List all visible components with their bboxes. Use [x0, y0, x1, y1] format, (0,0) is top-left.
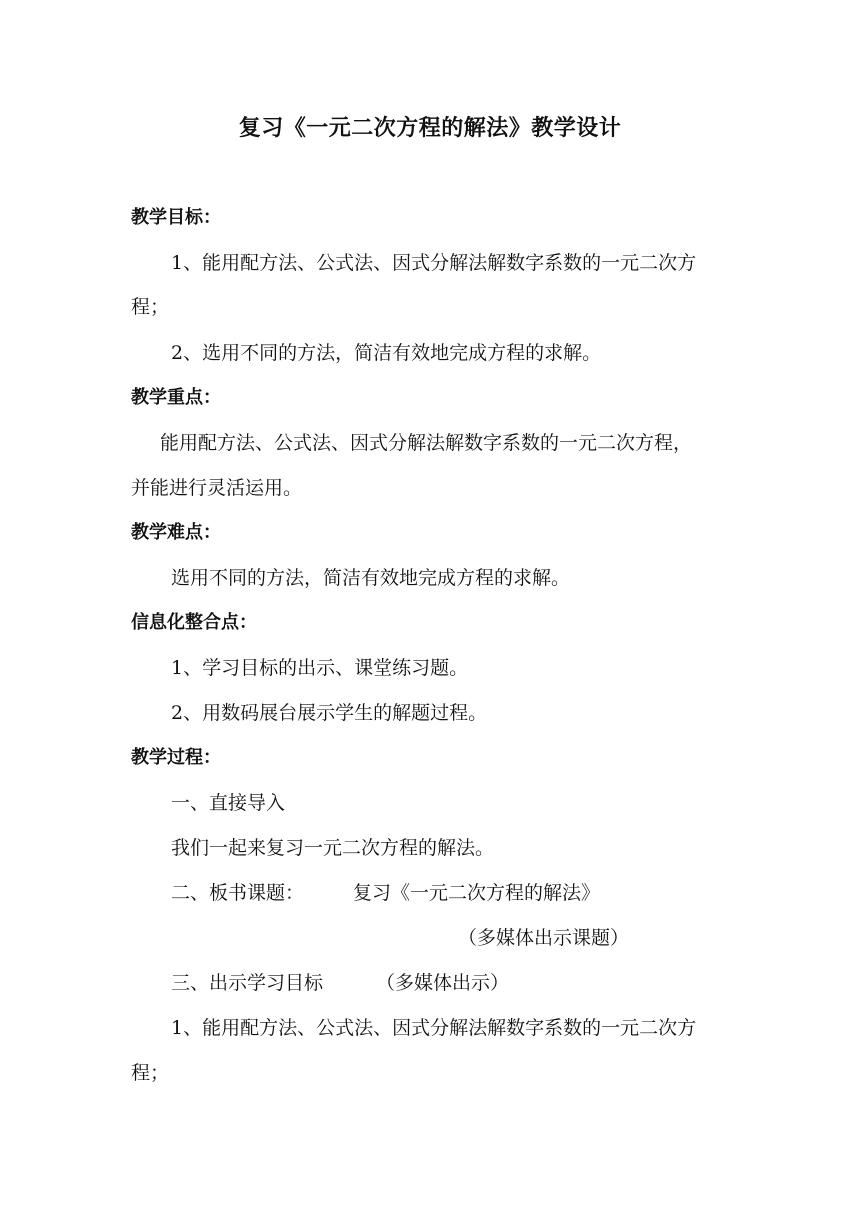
process-step-2-topic: 复习《一元二次方程的解法》	[353, 882, 601, 904]
process-step-3-note: （多媒体出示）	[376, 972, 510, 994]
key-points-line-1: 能用配方法、公式法、因式分解法解数字系数的一元二次方程，	[160, 432, 693, 454]
process-step-1-text: 我们一起来复习一元二次方程的解法。	[171, 837, 495, 859]
process-goal-1-line-1: 1、能用配方法、公式法、因式分解法解数字系数的一元二次方	[171, 1017, 697, 1039]
objective-item-2: 2、选用不同的方法，简洁有效地完成方程的求解。	[171, 342, 602, 364]
it-integration-heading: 信息化整合点：	[131, 612, 257, 633]
process-step-1-title: 一、直接导入	[171, 792, 286, 814]
difficulties-line-1: 选用不同的方法，简洁有效地完成方程的求解。	[171, 567, 571, 589]
process-step-2-note: （多媒体出示课题）	[458, 927, 630, 949]
process-goal-1-line-2: 程；	[131, 1062, 170, 1084]
key-points-line-2: 并能进行灵活运用。	[131, 477, 303, 499]
objective-item-1-line-1: 1、能用配方法、公式法、因式分解法解数字系数的一元二次方	[171, 252, 697, 274]
it-integration-item-2: 2、用数码展台展示学生的解题过程。	[171, 702, 488, 724]
it-integration-item-1: 1、学习目标的出示、课堂练习题。	[171, 657, 469, 679]
objective-item-1-line-2: 程；	[131, 296, 170, 318]
document-title: 复习《一元二次方程的解法》教学设计	[238, 116, 622, 141]
process-heading: 教学过程：	[131, 747, 221, 768]
process-step-3-label: 三、出示学习目标	[171, 972, 324, 994]
process-step-2-label: 二、板书课题：	[171, 882, 305, 904]
key-points-heading: 教学重点：	[131, 387, 221, 408]
difficulties-heading: 教学难点：	[131, 522, 221, 543]
objectives-heading: 教学目标：	[131, 207, 221, 228]
